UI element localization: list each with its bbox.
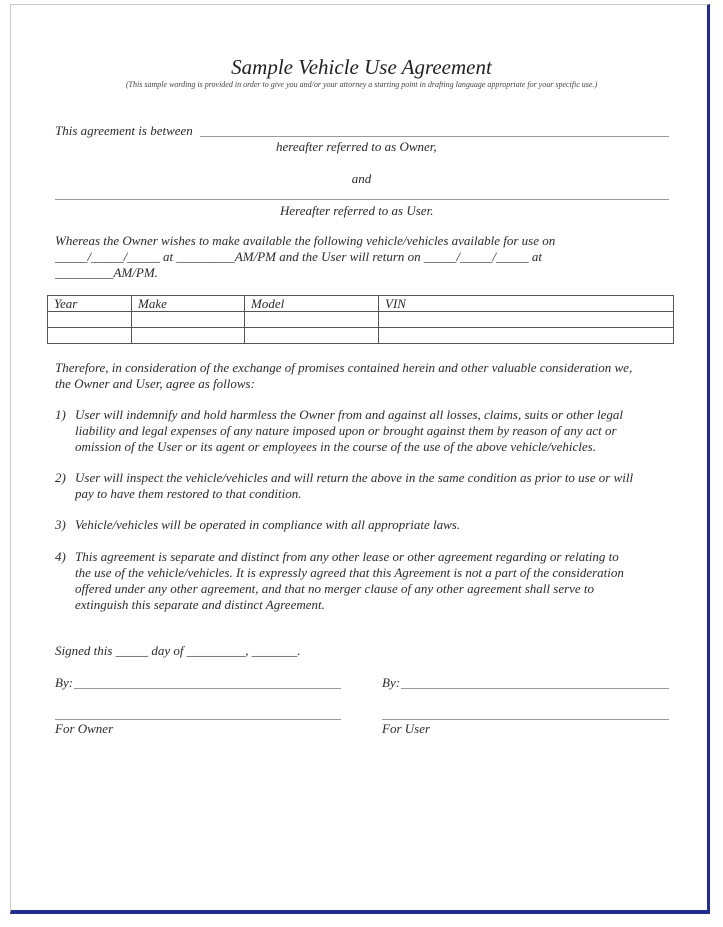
clause-line: the use of the vehicle/vehicles. It is expressly agreed that this Agreement is not a part of the consideration bbox=[75, 565, 624, 580]
signed-date-line: Signed this _____ day of _________, _______. bbox=[55, 643, 301, 658]
clause-line: extinguish this separate and distinct Agreement. bbox=[75, 597, 325, 612]
user-ref-text: Hereafter referred to as User. bbox=[280, 203, 434, 218]
header-make: Make bbox=[132, 296, 245, 312]
whereas-line-1: Whereas the Owner wishes to make available the following vehicle/vehicles available for use on bbox=[55, 233, 556, 248]
owner-signature-line bbox=[74, 688, 341, 689]
vehicle-table bbox=[47, 295, 674, 344]
consideration-line-1: Therefore, in consideration of the exchange of promises contained herein and other valuable consideration we, bbox=[55, 360, 633, 375]
document-subtitle: (This sample wording is provided in order to give you and/or your attorney a starting point in drafting language appropriate for your specific use.) bbox=[125, 80, 598, 89]
clause-3 bbox=[75, 517, 460, 533]
cell-vin bbox=[379, 312, 674, 328]
table-header-row bbox=[48, 296, 674, 312]
clause-line: User will indemnify and hold harmless the Owner from and against all losses, claims, suits or other legal bbox=[75, 407, 624, 422]
cell-model bbox=[245, 328, 379, 344]
whereas-line-2: _____/_____/_____ at _________AM/PM and the User will return on _____/_____/_____ at bbox=[55, 249, 543, 264]
user-name-line bbox=[55, 199, 669, 200]
clause-2 bbox=[75, 470, 633, 502]
cell-make bbox=[132, 328, 245, 344]
user-name-print-line bbox=[382, 719, 669, 720]
clause-line: liability and legal expenses of any nature imposed upon or brought against them by reason of any act or bbox=[75, 423, 617, 438]
table-row bbox=[48, 328, 674, 344]
clause-line: This agreement is separate and distinct from any other lease or other agreement regarding or relating to bbox=[75, 549, 619, 564]
clause-number: 4) bbox=[55, 549, 66, 564]
cell-model bbox=[245, 312, 379, 328]
table-row bbox=[48, 312, 674, 328]
for-user-label: For User bbox=[382, 721, 431, 736]
header-model: Model bbox=[245, 296, 379, 312]
cell-year bbox=[48, 328, 132, 344]
clause-4 bbox=[75, 549, 624, 613]
cell-make bbox=[132, 312, 245, 328]
clause-line: Vehicle/vehicles will be operated in compliance with all appropriate laws. bbox=[75, 517, 461, 532]
owner-name-line bbox=[200, 136, 669, 137]
for-owner-label: For Owner bbox=[55, 721, 114, 736]
and-text: and bbox=[351, 171, 372, 186]
clause-line: User will inspect the vehicle/vehicles and will return the above in the same condition as prior to use or will bbox=[75, 470, 634, 485]
document-title: Sample Vehicle Use Agreement bbox=[231, 55, 492, 79]
header-year: Year bbox=[48, 296, 132, 312]
clause-number: 3) bbox=[55, 517, 66, 532]
user-signature-line bbox=[401, 688, 669, 689]
clause-line: offered under any other agreement, and that no merger clause of any other agreement shall serve to bbox=[75, 581, 595, 596]
whereas-line-3: _________AM/PM. bbox=[55, 265, 158, 280]
between-label: This agreement is between bbox=[55, 123, 193, 138]
clause-line: omission of the User or its agent or employees in the course of the use of the above vehicle/vehicles. bbox=[75, 439, 596, 454]
whereas-paragraph bbox=[55, 233, 555, 281]
owner-ref-text: hereafter referred to as Owner, bbox=[276, 139, 437, 154]
by-user-label: By: bbox=[382, 675, 401, 690]
cell-year bbox=[48, 312, 132, 328]
clause-number: 1) bbox=[55, 407, 66, 422]
clause-number: 2) bbox=[55, 470, 66, 485]
consideration-paragraph bbox=[55, 360, 632, 392]
header-vin: VIN bbox=[379, 296, 674, 312]
cell-vin bbox=[379, 328, 674, 344]
clause-1 bbox=[75, 407, 623, 455]
consideration-line-2: the Owner and User, agree as follows: bbox=[55, 376, 255, 391]
owner-name-print-line bbox=[55, 719, 341, 720]
clause-line: pay to have them restored to that condition. bbox=[75, 486, 302, 501]
by-owner-label: By: bbox=[55, 675, 74, 690]
